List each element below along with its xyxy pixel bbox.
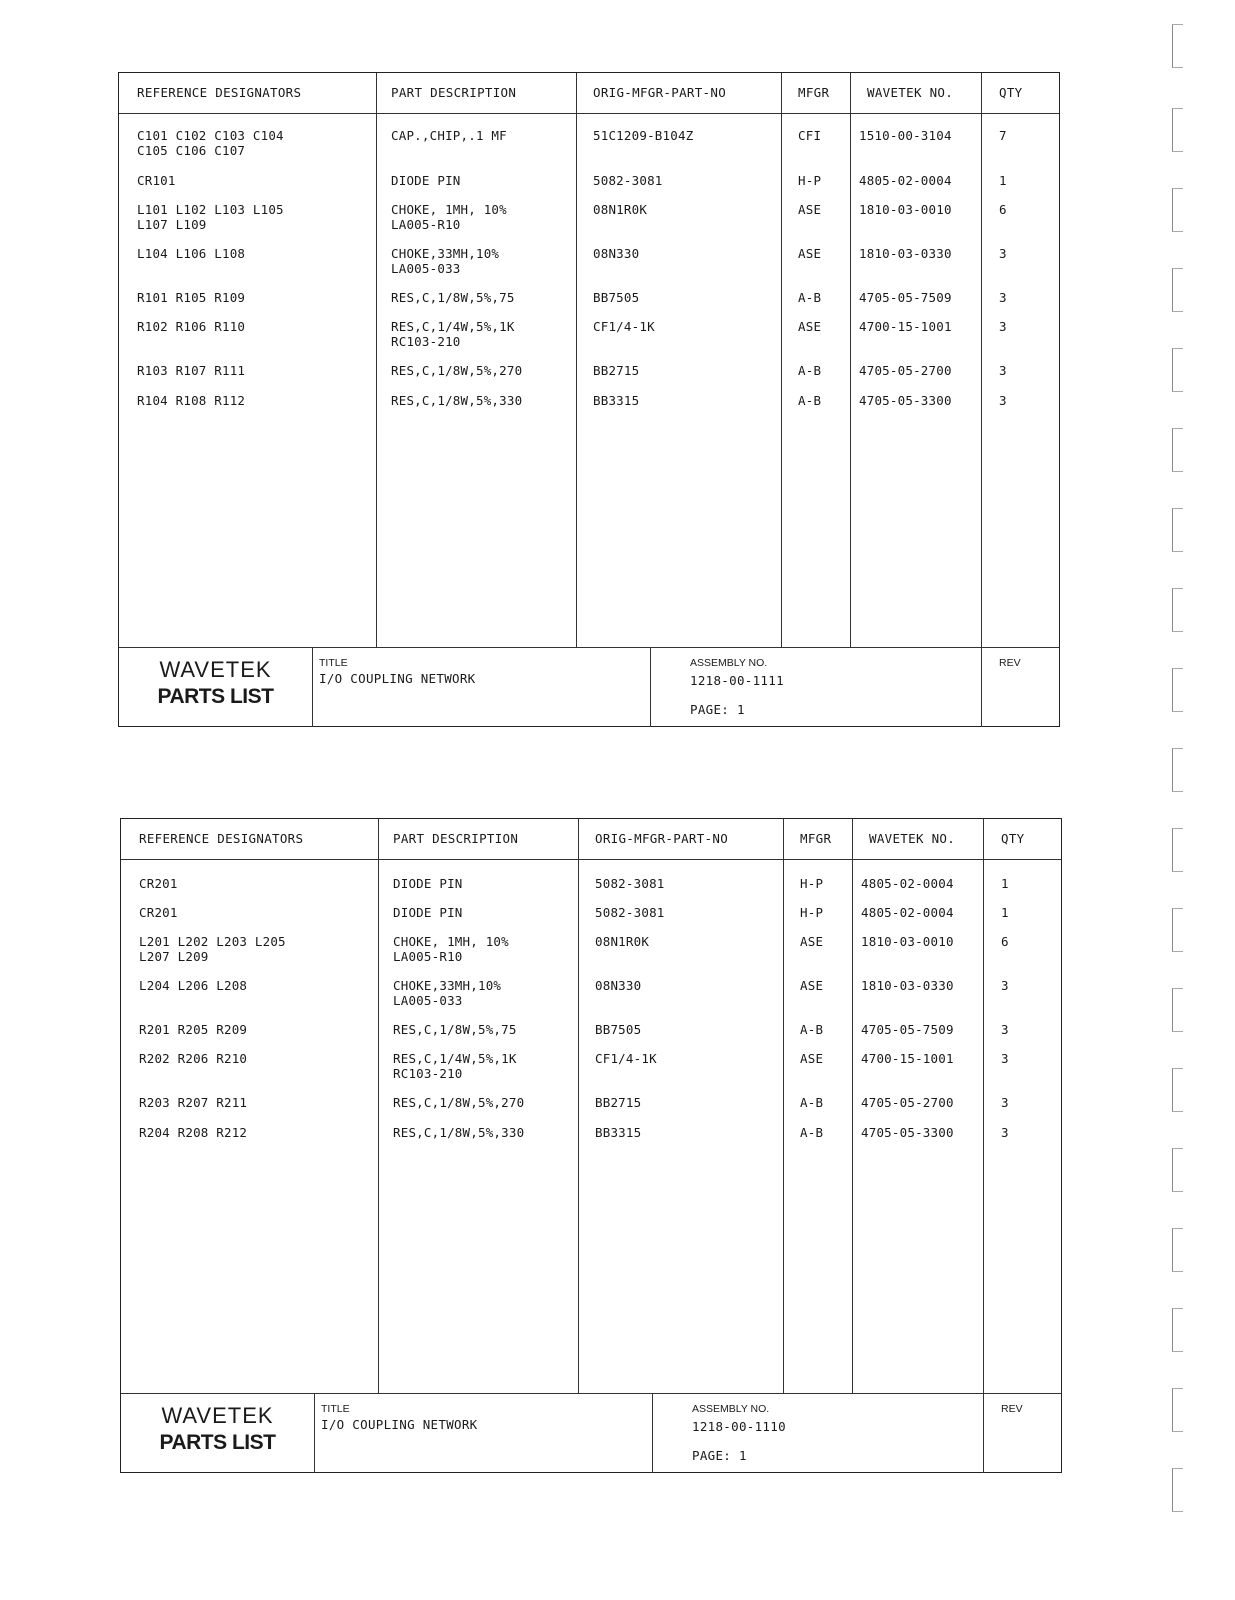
header-wavetek-no: WAVETEK NO. [867, 85, 954, 100]
binder-mark [1172, 1068, 1183, 1112]
part-description: CAP.,CHIP,.1 MF [391, 128, 507, 143]
binder-mark [1172, 828, 1183, 872]
part-description: RES,C,1/4W,5%,1K RC103-210 [393, 1051, 517, 1081]
wavetek-no: 4805-02-0004 [859, 173, 952, 188]
wavetek-no: 4700-15-1001 [861, 1051, 954, 1066]
wavetek-no: 4705-05-3300 [861, 1125, 954, 1140]
header-wavetek-no: WAVETEK NO. [869, 831, 956, 846]
wavetek-no: 1810-03-0010 [859, 202, 952, 217]
part-description: CHOKE, 1MH, 10% LA005-R10 [393, 934, 509, 964]
column-divider [783, 819, 784, 1393]
qty: 3 [999, 246, 1007, 261]
part-description: DIODE PIN [393, 905, 463, 920]
column-divider [981, 73, 982, 647]
footer-divider-vertical [983, 1393, 984, 1473]
assembly-title: I/O COUPLING NETWORK [321, 1417, 478, 1432]
reference-designators: L101 L102 L103 L105 L107 L109 [137, 202, 284, 232]
reference-designators: R203 R207 R211 [139, 1095, 248, 1110]
mfgr: H-P [800, 905, 824, 920]
wavetek-no: 1510-00-3104 [859, 128, 952, 143]
assembly-no: 1218-00-1110 [692, 1419, 786, 1434]
binder-mark [1172, 1148, 1183, 1192]
part-description: RES,C,1/4W,5%,1K RC103-210 [391, 319, 515, 349]
wavetek-no: 4705-05-7509 [859, 290, 952, 305]
part-description: RES,C,1/8W,5%,75 [391, 290, 515, 305]
wavetek-no: 1810-03-0010 [861, 934, 954, 949]
binder-mark [1172, 24, 1183, 68]
binder-mark [1172, 268, 1183, 312]
qty: 1 [999, 173, 1007, 188]
binder-margin-marks [1172, 24, 1192, 1564]
orig-mfgr-part-no: 51C1209-B104Z [593, 128, 694, 143]
part-description: DIODE PIN [393, 876, 463, 891]
parts-list-label: PARTS LIST [159, 1431, 276, 1454]
wavetek-no: 4705-05-2700 [861, 1095, 954, 1110]
wavetek-no: 1810-03-0330 [861, 978, 954, 993]
parts-list-sheet-2 [120, 818, 1062, 1473]
part-description: CHOKE,33MH,10% LA005-033 [391, 246, 500, 276]
footer-divider-vertical [650, 647, 651, 727]
page-number: PAGE: 1 [692, 1448, 747, 1463]
title-label: TITLE [321, 1403, 350, 1415]
column-divider [850, 73, 851, 647]
binder-mark [1172, 1308, 1183, 1352]
binder-mark [1172, 348, 1183, 392]
part-description: RES,C,1/8W,5%,330 [391, 393, 523, 408]
mfgr: ASE [798, 202, 822, 217]
qty: 3 [1001, 1051, 1009, 1066]
binder-mark [1172, 748, 1183, 792]
header-divider [121, 859, 1061, 860]
wavetek-logo [119, 647, 312, 727]
assembly-no-label: ASSEMBLY NO. [690, 657, 768, 669]
reference-designators: R102 R106 R110 [137, 319, 246, 334]
orig-mfgr-part-no: CF1/4-1K [595, 1051, 657, 1066]
qty: 3 [999, 393, 1007, 408]
header-orig-mfgr-part-no: ORIG-MFGR-PART-NO [593, 85, 727, 100]
reference-designators: CR101 [137, 173, 176, 188]
mfgr: ASE [800, 1051, 824, 1066]
orig-mfgr-part-no: BB3315 [593, 393, 640, 408]
page-number: PAGE: 1 [690, 702, 745, 717]
column-divider [576, 73, 577, 647]
binder-mark [1172, 1388, 1183, 1432]
binder-mark [1172, 108, 1183, 152]
mfgr: A-B [800, 1125, 824, 1140]
orig-mfgr-part-no: BB2715 [593, 363, 640, 378]
wavetek-no: 4705-05-7509 [861, 1022, 954, 1037]
reference-designators: R103 R107 R111 [137, 363, 246, 378]
brand-name: WAVETEK [161, 1403, 274, 1428]
assembly-no-label: ASSEMBLY NO. [692, 1403, 770, 1415]
orig-mfgr-part-no: 08N1R0K [593, 202, 648, 217]
column-divider [376, 73, 377, 647]
mfgr: A-B [800, 1095, 824, 1110]
orig-mfgr-part-no: 08N330 [593, 246, 640, 261]
column-divider [578, 819, 579, 1393]
part-description: RES,C,1/8W,5%,330 [393, 1125, 525, 1140]
column-divider [983, 819, 984, 1393]
mfgr: A-B [798, 290, 822, 305]
reference-designators: CR201 [139, 876, 178, 891]
qty: 6 [999, 202, 1007, 217]
title-block [119, 647, 1059, 727]
qty: 1 [1001, 905, 1009, 920]
qty: 3 [1001, 978, 1009, 993]
header-part-description: PART DESCRIPTION [393, 831, 519, 846]
qty: 3 [999, 319, 1007, 334]
orig-mfgr-part-no: 5082-3081 [595, 905, 665, 920]
qty: 3 [999, 290, 1007, 305]
footer-divider-vertical [652, 1393, 653, 1473]
brand-name: WAVETEK [159, 657, 272, 682]
header-reference-designators: REFERENCE DESIGNATORS [137, 85, 302, 100]
orig-mfgr-part-no: BB3315 [595, 1125, 642, 1140]
qty: 3 [1001, 1125, 1009, 1140]
qty: 3 [999, 363, 1007, 378]
header-mfgr: MFGR [798, 85, 830, 100]
rev-label: REV [999, 657, 1021, 669]
orig-mfgr-part-no: BB7505 [595, 1022, 642, 1037]
mfgr: H-P [798, 173, 822, 188]
mfgr: A-B [800, 1022, 824, 1037]
part-description: RES,C,1/8W,5%,75 [393, 1022, 517, 1037]
column-divider [378, 819, 379, 1393]
wavetek-no: 4705-05-2700 [859, 363, 952, 378]
qty: 3 [1001, 1022, 1009, 1037]
parts-list-label: PARTS LIST [157, 685, 274, 708]
part-description: CHOKE, 1MH, 10% LA005-R10 [391, 202, 507, 232]
reference-designators: R101 R105 R109 [137, 290, 246, 305]
orig-mfgr-part-no: 5082-3081 [593, 173, 663, 188]
reference-designators: R202 R206 R210 [139, 1051, 248, 1066]
orig-mfgr-part-no: BB7505 [593, 290, 640, 305]
orig-mfgr-part-no: CF1/4-1K [593, 319, 655, 334]
header-qty: QTY [1001, 831, 1025, 846]
mfgr: ASE [798, 246, 822, 261]
reference-designators: R104 R108 R112 [137, 393, 246, 408]
title-block [121, 1393, 1061, 1473]
qty: 1 [1001, 876, 1009, 891]
wavetek-no: 4700-15-1001 [859, 319, 952, 334]
mfgr: ASE [800, 978, 824, 993]
reference-designators: L204 L206 L208 [139, 978, 248, 993]
binder-mark [1172, 1468, 1183, 1512]
header-reference-designators: REFERENCE DESIGNATORS [139, 831, 304, 846]
footer-divider-vertical [314, 1393, 315, 1473]
wavetek-no: 4805-02-0004 [861, 905, 954, 920]
parts-list-sheet-1 [118, 72, 1060, 727]
mfgr: ASE [800, 934, 824, 949]
reference-designators: C101 C102 C103 C104 C105 C106 C107 [137, 128, 284, 158]
reference-designators: R204 R208 R212 [139, 1125, 248, 1140]
part-description: RES,C,1/8W,5%,270 [393, 1095, 525, 1110]
header-orig-mfgr-part-no: ORIG-MFGR-PART-NO [595, 831, 729, 846]
reference-designators: L201 L202 L203 L205 L207 L209 [139, 934, 286, 964]
part-description: CHOKE,33MH,10% LA005-033 [393, 978, 502, 1008]
mfgr: CFI [798, 128, 822, 143]
reference-designators: R201 R205 R209 [139, 1022, 248, 1037]
header-mfgr: MFGR [800, 831, 832, 846]
orig-mfgr-part-no: 08N1R0K [595, 934, 650, 949]
rev-label: REV [1001, 1403, 1023, 1415]
header-divider [119, 113, 1059, 114]
binder-mark [1172, 428, 1183, 472]
binder-mark [1172, 588, 1183, 632]
wavetek-logo [121, 1393, 314, 1473]
binder-mark [1172, 188, 1183, 232]
column-divider [781, 73, 782, 647]
wavetek-no: 1810-03-0330 [859, 246, 952, 261]
binder-mark [1172, 988, 1183, 1032]
assembly-title: I/O COUPLING NETWORK [319, 671, 476, 686]
header-part-description: PART DESCRIPTION [391, 85, 517, 100]
wavetek-no: 4805-02-0004 [861, 876, 954, 891]
orig-mfgr-part-no: BB2715 [595, 1095, 642, 1110]
qty: 7 [999, 128, 1007, 143]
binder-mark [1172, 908, 1183, 952]
assembly-no: 1218-00-1111 [690, 673, 784, 688]
orig-mfgr-part-no: 5082-3081 [595, 876, 665, 891]
mfgr: H-P [800, 876, 824, 891]
binder-mark [1172, 508, 1183, 552]
header-qty: QTY [999, 85, 1023, 100]
qty: 3 [1001, 1095, 1009, 1110]
reference-designators: L104 L106 L108 [137, 246, 246, 261]
binder-mark [1172, 1228, 1183, 1272]
wavetek-no: 4705-05-3300 [859, 393, 952, 408]
footer-divider-vertical [981, 647, 982, 727]
qty: 6 [1001, 934, 1009, 949]
part-description: DIODE PIN [391, 173, 461, 188]
mfgr: ASE [798, 319, 822, 334]
mfgr: A-B [798, 393, 822, 408]
title-label: TITLE [319, 657, 348, 669]
column-divider [852, 819, 853, 1393]
orig-mfgr-part-no: 08N330 [595, 978, 642, 993]
part-description: RES,C,1/8W,5%,270 [391, 363, 523, 378]
mfgr: A-B [798, 363, 822, 378]
reference-designators: CR201 [139, 905, 178, 920]
binder-mark [1172, 668, 1183, 712]
footer-divider-vertical [312, 647, 313, 727]
